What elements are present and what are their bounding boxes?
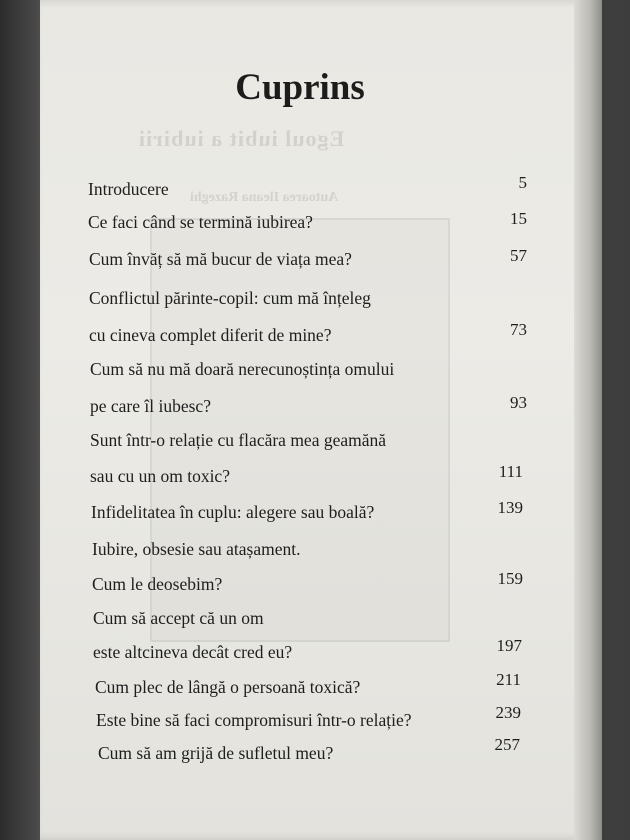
toc-entry-page: 73 — [510, 320, 527, 339]
toc-entry-title: Este bine să faci compromisuri într-o relație? — [96, 710, 412, 730]
toc-entry-title-continued: Cum le deosebim? — [92, 574, 223, 594]
toc-entry-title: Ce faci când se termină iubirea? — [88, 212, 313, 232]
toc-entry-title: Infidelitatea în cuplu: alegere sau boală? — [91, 502, 375, 522]
toc-entry-page: 211 — [496, 670, 521, 689]
toc-entry-page: 257 — [494, 735, 520, 754]
toc-entry-title-continued: cu cineva complet diferit de mine? — [89, 325, 332, 345]
toc-entry-title: Sunt într-o relație cu flacăra mea geamănă — [90, 430, 387, 450]
toc-entry-page: 139 — [497, 498, 523, 517]
toc-entry-title-continued: sau cu un om toxic? — [90, 466, 230, 486]
toc-entry-page: 15 — [510, 209, 527, 228]
toc-entry-title: Introducere — [88, 179, 169, 199]
toc-entry-title: Iubire, obsesie sau atașament. — [92, 539, 301, 559]
bleed-through-subtext: Autoarea Ileana Razeghi — [190, 190, 339, 205]
toc-entry-page: 111 — [498, 462, 523, 481]
toc-entry-title: Cum să nu mă doară nerecunoștința omului — [90, 359, 395, 379]
bleed-through-text: Egoul iubit a iubirii — [138, 126, 345, 151]
toc-entry-title: Cum să accept că un om — [93, 608, 264, 628]
toc-entry-title: Conflictul părinte-copil: cum mă înțeleg — [89, 288, 371, 308]
toc-entry-page: 239 — [495, 703, 521, 722]
toc-entry-page: 93 — [510, 393, 527, 412]
page-title: Cuprins — [235, 67, 365, 108]
toc-entry-title: Cum învăț să mă bucur de viața mea? — [89, 249, 352, 269]
toc-entry-page: 197 — [496, 636, 522, 655]
toc-entry-title-continued: este altcineva decât cred eu? — [93, 642, 293, 662]
toc-entry-page: 5 — [518, 173, 527, 192]
toc-entry-page: 57 — [510, 246, 527, 265]
toc-entry-page: 159 — [497, 569, 523, 588]
toc-entry-title-continued: pe care îl iubesc? — [90, 396, 211, 416]
toc-entry-title: Cum plec de lângă o persoană toxică? — [95, 677, 361, 697]
toc-entry-title: Cum să am grijă de sufletul meu? — [98, 743, 334, 763]
